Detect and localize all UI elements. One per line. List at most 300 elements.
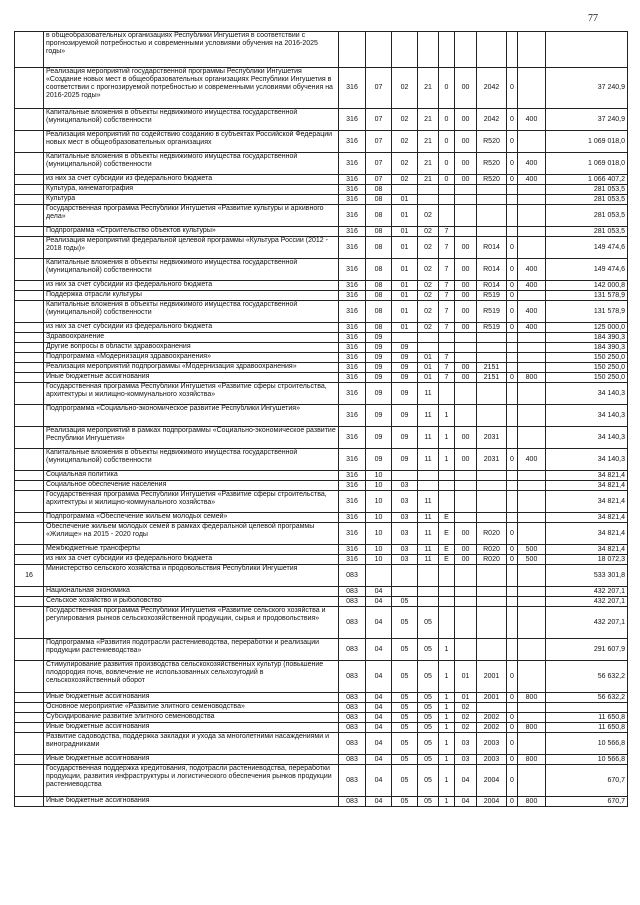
subprogram-code-cell: 0 xyxy=(439,175,455,185)
program-code-cell xyxy=(418,565,439,587)
program-code-cell: 11 xyxy=(418,513,439,523)
subsection-code-cell: 03 xyxy=(392,545,418,555)
amount-cell: 37 240,9 xyxy=(546,68,628,109)
subsection-code-cell: 09 xyxy=(392,383,418,405)
row-number-cell xyxy=(15,639,44,661)
amount-cell: 1 069 018,0 xyxy=(546,153,628,175)
program-code-cell: 11 xyxy=(418,405,439,427)
amount-cell: 432 207,1 xyxy=(546,587,628,597)
table-row xyxy=(15,703,628,713)
program-code-cell: 21 xyxy=(418,109,439,131)
subsection-code-cell: 09 xyxy=(392,343,418,353)
item-name-cell: Социальное обеспечение населения xyxy=(44,481,339,491)
subprogram-code-cell: 7 xyxy=(439,363,455,373)
ministry-code-cell: 083 xyxy=(339,765,366,797)
item-name-cell: Развитие садоводства, поддержка закладки и ухода за многолетними насаждениями и виноградниками xyxy=(44,733,339,755)
table-row xyxy=(15,755,628,765)
measure-code-cell xyxy=(455,343,477,353)
item-name-cell: Культура xyxy=(44,195,339,205)
table-row xyxy=(15,32,628,68)
row-number-cell xyxy=(15,703,44,713)
row-number-cell xyxy=(15,323,44,333)
row-number-cell xyxy=(15,427,44,449)
table-row xyxy=(15,227,628,237)
measure-code-cell: 00 xyxy=(455,323,477,333)
program-code-cell: 21 xyxy=(418,68,439,109)
direction-code-cell xyxy=(477,227,507,237)
row-number-cell xyxy=(15,281,44,291)
row-number-cell xyxy=(15,301,44,323)
item-name-cell: из них за счет субсидии из федерального бюджета xyxy=(44,323,339,333)
direction-suffix-cell xyxy=(507,471,518,481)
expense-type-cell: 500 xyxy=(518,545,546,555)
measure-code-cell: 00 xyxy=(455,259,477,281)
table-row xyxy=(15,373,628,383)
expense-type-cell xyxy=(518,195,546,205)
section-code-cell: 04 xyxy=(366,597,392,607)
direction-suffix-cell xyxy=(507,513,518,523)
program-code-cell xyxy=(418,471,439,481)
item-name-cell: Министерство сельского хозяйства и продовольствия Республики Ингушетия xyxy=(44,565,339,587)
subsection-code-cell: 09 xyxy=(392,363,418,373)
subsection-code-cell: 01 xyxy=(392,259,418,281)
amount-cell: 11 650,8 xyxy=(546,713,628,723)
amount-cell: 1 069 018,0 xyxy=(546,131,628,153)
subsection-code-cell: 03 xyxy=(392,513,418,523)
subprogram-code-cell: 7 xyxy=(439,227,455,237)
measure-code-cell xyxy=(455,227,477,237)
direction-code-cell: R519 xyxy=(477,323,507,333)
subprogram-code-cell: 7 xyxy=(439,259,455,281)
section-code-cell: 08 xyxy=(366,259,392,281)
measure-code-cell: 00 xyxy=(455,373,477,383)
amount-cell: 34 821,4 xyxy=(546,545,628,555)
measure-code-cell: 01 xyxy=(455,661,477,693)
expense-type-cell xyxy=(518,68,546,109)
direction-suffix-cell: 0 xyxy=(507,797,518,807)
direction-suffix-cell: 0 xyxy=(507,68,518,109)
row-number-cell xyxy=(15,153,44,175)
section-code-cell: 10 xyxy=(366,513,392,523)
row-number-cell xyxy=(15,363,44,373)
subsection-code-cell: 02 xyxy=(392,68,418,109)
row-number-cell xyxy=(15,131,44,153)
ministry-code-cell: 083 xyxy=(339,597,366,607)
subprogram-code-cell xyxy=(439,565,455,587)
direction-suffix-cell xyxy=(507,703,518,713)
amount-cell: 34 821,4 xyxy=(546,471,628,481)
subsection-code-cell: 05 xyxy=(392,597,418,607)
direction-suffix-cell xyxy=(507,185,518,195)
ministry-code-cell: 083 xyxy=(339,607,366,639)
direction-suffix-cell: 0 xyxy=(507,661,518,693)
expense-type-cell: 400 xyxy=(518,109,546,131)
direction-code-cell xyxy=(477,185,507,195)
measure-code-cell: 02 xyxy=(455,723,477,733)
subsection-code-cell: 03 xyxy=(392,481,418,491)
table-row xyxy=(15,491,628,513)
subsection-code-cell: 05 xyxy=(392,765,418,797)
program-code-cell xyxy=(418,343,439,353)
direction-suffix-cell: 0 xyxy=(507,153,518,175)
expense-type-cell xyxy=(518,343,546,353)
section-code-cell: 10 xyxy=(366,481,392,491)
section-code-cell: 07 xyxy=(366,153,392,175)
expense-type-cell: 800 xyxy=(518,693,546,703)
program-code-cell: 11 xyxy=(418,449,439,471)
expense-type-cell xyxy=(518,383,546,405)
ministry-code-cell: 316 xyxy=(339,427,366,449)
row-number-cell xyxy=(15,607,44,639)
ministry-code-cell: 316 xyxy=(339,109,366,131)
program-code-cell: 05 xyxy=(418,661,439,693)
amount-cell: 281 053,5 xyxy=(546,205,628,227)
row-number-cell xyxy=(15,755,44,765)
subprogram-code-cell: 1 xyxy=(439,405,455,427)
direction-code-cell: 2004 xyxy=(477,797,507,807)
direction-suffix-cell: 0 xyxy=(507,449,518,471)
subprogram-code-cell xyxy=(439,491,455,513)
subprogram-code-cell: 0 xyxy=(439,109,455,131)
table-row xyxy=(15,513,628,523)
program-code-cell: 11 xyxy=(418,555,439,565)
program-code-cell: 02 xyxy=(418,237,439,259)
direction-code-cell: R014 xyxy=(477,259,507,281)
expense-type-cell: 800 xyxy=(518,797,546,807)
row-number-cell xyxy=(15,797,44,807)
ministry-code-cell: 083 xyxy=(339,703,366,713)
subsection-code-cell xyxy=(392,185,418,195)
ministry-code-cell: 083 xyxy=(339,797,366,807)
amount-cell: 10 566,8 xyxy=(546,733,628,755)
table-row xyxy=(15,185,628,195)
direction-code-cell: R520 xyxy=(477,175,507,185)
item-name-cell: Реализация мероприятий в рамках подпрограммы «Социально-экономическое развитие Республики Ингушетия» xyxy=(44,427,339,449)
direction-suffix-cell: 0 xyxy=(507,109,518,131)
section-code-cell: 04 xyxy=(366,733,392,755)
direction-suffix-cell xyxy=(507,481,518,491)
item-name-cell: Иные бюджетные ассигнования xyxy=(44,373,339,383)
subsection-code-cell xyxy=(392,471,418,481)
direction-suffix-cell: 0 xyxy=(507,755,518,765)
table-row xyxy=(15,68,628,109)
subprogram-code-cell: 1 xyxy=(439,639,455,661)
table-row xyxy=(15,205,628,227)
subprogram-code-cell: 1 xyxy=(439,449,455,471)
direction-suffix-cell: 0 xyxy=(507,373,518,383)
section-code-cell: 04 xyxy=(366,755,392,765)
row-number-cell xyxy=(15,513,44,523)
expense-type-cell xyxy=(518,481,546,491)
program-code-cell: 02 xyxy=(418,301,439,323)
program-code-cell: 01 xyxy=(418,373,439,383)
program-code-cell: 11 xyxy=(418,523,439,545)
measure-code-cell: 00 xyxy=(455,237,477,259)
amount-cell: 56 632,2 xyxy=(546,693,628,703)
amount-cell: 281 053,5 xyxy=(546,185,628,195)
direction-suffix-cell: 0 xyxy=(507,555,518,565)
item-name-cell: Стимулирование развития производства сельскохозяйственных культур (повышение плодородия почв, вовлечение не использованных сельхозугодий в сельскохозяйственный оборот xyxy=(44,661,339,693)
ministry-code-cell: 316 xyxy=(339,405,366,427)
measure-code-cell: 00 xyxy=(455,109,477,131)
direction-code-cell xyxy=(477,32,507,68)
table-row xyxy=(15,259,628,281)
subsection-code-cell: 02 xyxy=(392,153,418,175)
subprogram-code-cell: 1 xyxy=(439,713,455,723)
item-name-cell: Государственная программа Республики Ингушетия «Развитие сельского хозяйства и регулирования рынков сельскохозяйственной продукции, сырья и продовольствия» xyxy=(44,607,339,639)
measure-code-cell xyxy=(455,333,477,343)
amount-cell: 34 821,4 xyxy=(546,481,628,491)
amount-cell: 18 072,3 xyxy=(546,555,628,565)
section-code-cell: 04 xyxy=(366,703,392,713)
amount-cell: 281 053,5 xyxy=(546,227,628,237)
direction-suffix-cell: 0 xyxy=(507,723,518,733)
direction-code-cell xyxy=(477,513,507,523)
subsection-code-cell: 01 xyxy=(392,291,418,301)
item-name-cell: Здравоохранение xyxy=(44,333,339,343)
direction-code-cell xyxy=(477,481,507,491)
direction-code-cell: 2002 xyxy=(477,723,507,733)
table-row xyxy=(15,765,628,797)
subsection-code-cell xyxy=(392,565,418,587)
amount-cell: 533 301,8 xyxy=(546,565,628,587)
subprogram-code-cell: 1 xyxy=(439,733,455,755)
ministry-code-cell: 316 xyxy=(339,185,366,195)
subprogram-code-cell: 7 xyxy=(439,373,455,383)
row-number-cell xyxy=(15,383,44,405)
subprogram-code-cell xyxy=(439,481,455,491)
section-code-cell xyxy=(366,565,392,587)
subsection-code-cell: 01 xyxy=(392,281,418,291)
amount-cell: 150 250,0 xyxy=(546,363,628,373)
expense-type-cell xyxy=(518,597,546,607)
direction-code-cell: R520 xyxy=(477,153,507,175)
item-name-cell: Подпрограмма «Строительство объектов культуры» xyxy=(44,227,339,237)
direction-code-cell: R519 xyxy=(477,291,507,301)
program-code-cell: 21 xyxy=(418,131,439,153)
amount-cell: 142 000,8 xyxy=(546,281,628,291)
ministry-code-cell: 083 xyxy=(339,755,366,765)
item-name-cell: Другие вопросы в области здравоохранения xyxy=(44,343,339,353)
direction-code-cell: 2151 xyxy=(477,363,507,373)
item-name-cell: Иные бюджетные ассигнования xyxy=(44,755,339,765)
table-row xyxy=(15,565,628,587)
subsection-code-cell: 09 xyxy=(392,427,418,449)
section-code-cell: 09 xyxy=(366,373,392,383)
row-number-cell xyxy=(15,661,44,693)
ministry-code-cell: 083 xyxy=(339,565,366,587)
direction-suffix-cell: 0 xyxy=(507,545,518,555)
direction-suffix-cell: 0 xyxy=(507,323,518,333)
subsection-code-cell: 05 xyxy=(392,661,418,693)
direction-suffix-cell: 0 xyxy=(507,259,518,281)
direction-suffix-cell xyxy=(507,343,518,353)
expense-type-cell: 800 xyxy=(518,723,546,733)
subprogram-code-cell xyxy=(439,205,455,227)
direction-code-cell: R519 xyxy=(477,301,507,323)
expense-type-cell xyxy=(518,131,546,153)
table-row xyxy=(15,405,628,427)
measure-code-cell: 04 xyxy=(455,765,477,797)
expense-type-cell xyxy=(518,363,546,373)
subsection-code-cell: 01 xyxy=(392,227,418,237)
subprogram-code-cell xyxy=(439,587,455,597)
item-name-cell: Обеспечение жильем молодых семей в рамках федеральной целевой программы «Жилище» на 2015 - 2020 годы xyxy=(44,523,339,545)
amount-cell: 34 821,4 xyxy=(546,491,628,513)
expense-type-cell xyxy=(518,713,546,723)
item-name-cell: из них за счет субсидии из федерального бюджета xyxy=(44,175,339,185)
subsection-code-cell: 03 xyxy=(392,555,418,565)
row-number-cell xyxy=(15,555,44,565)
expense-type-cell xyxy=(518,32,546,68)
expense-type-cell xyxy=(518,205,546,227)
table-row xyxy=(15,323,628,333)
ministry-code-cell: 316 xyxy=(339,205,366,227)
direction-suffix-cell xyxy=(507,227,518,237)
item-name-cell: Межбюджетные трансферты xyxy=(44,545,339,555)
subsection-code-cell: 09 xyxy=(392,373,418,383)
program-code-cell: 05 xyxy=(418,607,439,639)
ministry-code-cell: 316 xyxy=(339,373,366,383)
section-code-cell: 10 xyxy=(366,555,392,565)
direction-code-cell: R014 xyxy=(477,281,507,291)
table-row xyxy=(15,523,628,545)
section-code-cell: 09 xyxy=(366,449,392,471)
measure-code-cell: 03 xyxy=(455,733,477,755)
subprogram-code-cell: 0 xyxy=(439,153,455,175)
program-code-cell: 02 xyxy=(418,227,439,237)
table-row xyxy=(15,693,628,703)
subsection-code-cell: 05 xyxy=(392,755,418,765)
measure-code-cell: 00 xyxy=(455,131,477,153)
direction-suffix-cell: 0 xyxy=(507,281,518,291)
subprogram-code-cell: 1 xyxy=(439,427,455,449)
subprogram-code-cell: 1 xyxy=(439,703,455,713)
table-row xyxy=(15,353,628,363)
item-name-cell: Реализация мероприятий федеральной целевой программы «Культура России (2012 - 2018 годы)» xyxy=(44,237,339,259)
section-code-cell: 10 xyxy=(366,491,392,513)
expense-type-cell: 400 xyxy=(518,175,546,185)
program-code-cell: 05 xyxy=(418,639,439,661)
subprogram-code-cell xyxy=(439,333,455,343)
direction-suffix-cell xyxy=(507,607,518,639)
item-name-cell: Государственная поддержка кредитования, подотрасли растениеводства, переработки продукции, развития инфраструктуры и логистического обеспечения рынков продукции растениеводства xyxy=(44,765,339,797)
ministry-code-cell: 316 xyxy=(339,259,366,281)
expense-type-cell: 400 xyxy=(518,323,546,333)
direction-code-cell: R520 xyxy=(477,131,507,153)
program-code-cell: 05 xyxy=(418,733,439,755)
expense-type-cell xyxy=(518,523,546,545)
table-row xyxy=(15,481,628,491)
subsection-code-cell: 01 xyxy=(392,301,418,323)
section-code-cell: 09 xyxy=(366,343,392,353)
direction-suffix-cell: 0 xyxy=(507,523,518,545)
direction-code-cell: 2042 xyxy=(477,68,507,109)
program-code-cell xyxy=(418,185,439,195)
row-number-cell xyxy=(15,185,44,195)
program-code-cell: 21 xyxy=(418,153,439,175)
ministry-code-cell: 316 xyxy=(339,131,366,153)
subprogram-code-cell xyxy=(439,32,455,68)
subsection-code-cell: 09 xyxy=(392,449,418,471)
amount-cell: 670,7 xyxy=(546,765,628,797)
item-name-cell: Подпрограмма «Обеспечение жильем молодых семей» xyxy=(44,513,339,523)
item-name-cell: Поддержка отрасли культуры xyxy=(44,291,339,301)
measure-code-cell xyxy=(455,491,477,513)
direction-suffix-cell: 0 xyxy=(507,175,518,185)
direction-suffix-cell: 0 xyxy=(507,733,518,755)
amount-cell: 131 578,9 xyxy=(546,291,628,301)
section-code-cell: 08 xyxy=(366,281,392,291)
subsection-code-cell: 01 xyxy=(392,195,418,205)
section-code-cell: 04 xyxy=(366,723,392,733)
subprogram-code-cell xyxy=(439,343,455,353)
subsection-code-cell: 01 xyxy=(392,205,418,227)
row-number-cell xyxy=(15,259,44,281)
ministry-code-cell: 316 xyxy=(339,555,366,565)
program-code-cell: 01 xyxy=(418,353,439,363)
table-row xyxy=(15,131,628,153)
ministry-code-cell: 316 xyxy=(339,353,366,363)
ministry-code-cell: 316 xyxy=(339,471,366,481)
subprogram-code-cell: 1 xyxy=(439,693,455,703)
direction-suffix-cell xyxy=(507,587,518,597)
direction-code-cell xyxy=(477,597,507,607)
row-number-cell xyxy=(15,449,44,471)
item-name-cell: Национальная экономика xyxy=(44,587,339,597)
expense-type-cell xyxy=(518,333,546,343)
row-number-cell xyxy=(15,713,44,723)
program-code-cell: 11 xyxy=(418,491,439,513)
direction-suffix-cell xyxy=(507,597,518,607)
row-number-cell xyxy=(15,227,44,237)
subsection-code-cell: 05 xyxy=(392,723,418,733)
section-code-cell: 09 xyxy=(366,383,392,405)
item-name-cell: Государственная программа Республики Ингушетия «Развитие сферы строительства, архитектуры и жилищно-коммунального хозяйства» xyxy=(44,491,339,513)
item-name-cell: Иные бюджетные ассигнования xyxy=(44,797,339,807)
item-name-cell: Субсидирование развитие элитного семеноводства xyxy=(44,713,339,723)
subprogram-code-cell: 1 xyxy=(439,755,455,765)
ministry-code-cell: 083 xyxy=(339,639,366,661)
section-code-cell: 10 xyxy=(366,471,392,481)
section-code-cell: 04 xyxy=(366,639,392,661)
expense-type-cell xyxy=(518,353,546,363)
measure-code-cell: 00 xyxy=(455,301,477,323)
expense-type-cell xyxy=(518,405,546,427)
amount-cell: 432 207,1 xyxy=(546,607,628,639)
measure-code-cell xyxy=(455,565,477,587)
subsection-code-cell: 02 xyxy=(392,109,418,131)
direction-code-cell: 2031 xyxy=(477,427,507,449)
direction-suffix-cell xyxy=(507,405,518,427)
section-code-cell: 08 xyxy=(366,323,392,333)
item-name-cell: Подпрограмма «Модернизация здравоохранения» xyxy=(44,353,339,363)
section-code-cell: 04 xyxy=(366,607,392,639)
ministry-code-cell: 083 xyxy=(339,713,366,723)
measure-code-cell xyxy=(455,481,477,491)
item-name-cell: Капитальные вложения в объекты недвижимого имущества государственной (муниципальной) собственности xyxy=(44,449,339,471)
ministry-code-cell: 316 xyxy=(339,68,366,109)
measure-code-cell xyxy=(455,185,477,195)
program-code-cell xyxy=(418,481,439,491)
subsection-code-cell xyxy=(392,587,418,597)
row-number-cell xyxy=(15,373,44,383)
amount-cell: 125 000,0 xyxy=(546,323,628,333)
measure-code-cell: 02 xyxy=(455,713,477,723)
table-row xyxy=(15,195,628,205)
table-row xyxy=(15,343,628,353)
page-number: 77 xyxy=(588,13,598,24)
